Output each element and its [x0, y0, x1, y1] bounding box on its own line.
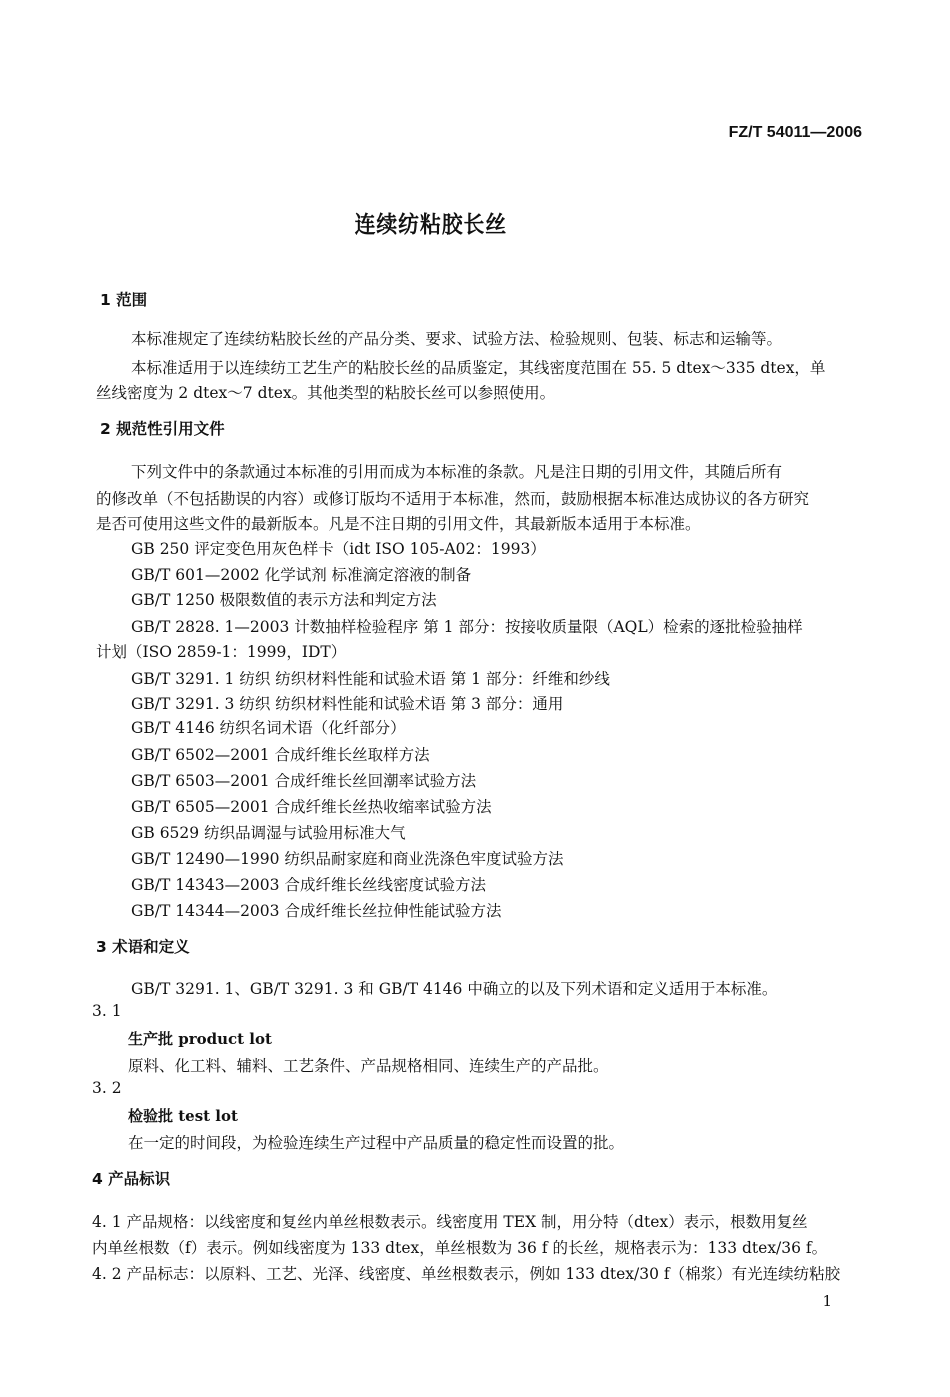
reference-item: GB/T 6502—2001 合成纤维长丝取样方法	[131, 746, 430, 764]
document-title: 连续纺粘胶长丝	[354, 211, 508, 238]
reference-item: GB 6529 纺织品调湿与试验用标准大气	[131, 824, 406, 842]
reference-item: GB/T 12490—1990 纺织品耐家庭和商业洗涤色牢度试验方法	[131, 850, 564, 868]
section-2-heading: 2 规范性引用文件	[100, 420, 225, 438]
paragraph-line: 下列文件中的条款通过本标准的引用而成为本标准的条款。凡是注日期的引用文件，其随后所有	[131, 463, 783, 481]
term-heading: 生产批 product lot	[128, 1030, 272, 1048]
definition-text: 在一定的时间段，为检验连续生产过程中产品质量的稳定性而设置的批。	[128, 1134, 625, 1152]
page-number: 1	[822, 1292, 832, 1310]
section-1-heading: 1 范围	[100, 291, 148, 309]
reference-item: GB/T 3291. 1 纺织 纺织材料性能和试验术语 第 1 部分：纤维和纱线	[131, 670, 610, 688]
reference-item: GB 250 评定变色用灰色样卡（idt ISO 105-A02：1993）	[131, 540, 546, 558]
reference-item: 计划（ISO 2859-1：1999，IDT）	[96, 643, 347, 661]
paragraph-line: 的修改单（不包括勘误的内容）或修订版均不适用于本标准，然而，鼓励根据本标准达成协议的各方研究	[96, 490, 810, 508]
reference-item: GB/T 3291. 3 纺织 纺织材料性能和试验术语 第 3 部分：通用	[131, 695, 564, 713]
term-heading: 检验批 test lot	[128, 1107, 238, 1125]
reference-item: GB/T 14343—2003 合成纤维长丝线密度试验方法	[131, 876, 486, 894]
reference-item: GB/T 14344—2003 合成纤维长丝拉伸性能试验方法	[131, 902, 502, 920]
clause-number: 3. 2	[92, 1079, 122, 1097]
paragraph-line: GB/T 3291. 1、GB/T 3291. 3 和 GB/T 4146 中确立的以及下列术语和定义适用于本标准。	[131, 980, 778, 998]
paragraph-line: 4. 2 产品标志：以原料、工艺、光泽、线密度、单丝根数表示，例如 133 dtex/30 f（棉浆）有光连续纺粘胶	[92, 1265, 841, 1283]
paragraph-line: 本标准规定了连续纺粘胶长丝的产品分类、要求、试验方法、检验规则、包装、标志和运输等。	[131, 330, 783, 348]
paragraph-line: 内单丝根数（f）表示。例如线密度为 133 dtex，单丝根数为 36 f 的长丝，规格表示为：133 dtex/36 f。	[92, 1239, 828, 1257]
reference-item: GB/T 6503—2001 合成纤维长丝回潮率试验方法	[131, 772, 477, 790]
reference-item: GB/T 6505—2001 合成纤维长丝热收缩率试验方法	[131, 798, 492, 816]
reference-item: GB/T 2828. 1—2003 计数抽样检验程序 第 1 部分：按接收质量限（AQL）检索的逐批检验抽样	[131, 618, 803, 636]
definition-text: 原料、化工料、辅料、工艺条件、产品规格相同、连续生产的产品批。	[128, 1057, 609, 1075]
paragraph-line: 本标准适用于以连续纺工艺生产的粘胶长丝的品质鉴定，其线密度范围在 55. 5 dtex～335 dtex，单	[131, 359, 826, 377]
reference-item: GB/T 601—2002 化学试剂 标准滴定溶液的制备	[131, 566, 472, 584]
paragraph-line: 4. 1 产品规格：以线密度和复丝内单丝根数表示。线密度用 TEX 制，用分特（dtex）表示，根数用复丝	[92, 1213, 808, 1231]
paragraph-line: 丝线密度为 2 dtex～7 dtex。其他类型的粘胶长丝可以参照使用。	[96, 384, 556, 402]
standard-code: FZ/T 54011—2006	[728, 124, 862, 141]
clause-number: 3. 1	[92, 1002, 122, 1020]
reference-item: GB/T 1250 极限数值的表示方法和判定方法	[131, 591, 437, 609]
section-3-heading: 3 术语和定义	[96, 938, 190, 956]
reference-item: GB/T 4146 纺织名词术语（化纤部分）	[131, 719, 406, 737]
paragraph-line: 是否可使用这些文件的最新版本。凡是不注日期的引用文件，其最新版本适用于本标准。	[96, 515, 701, 533]
section-4-heading: 4 产品标识	[92, 1170, 171, 1188]
